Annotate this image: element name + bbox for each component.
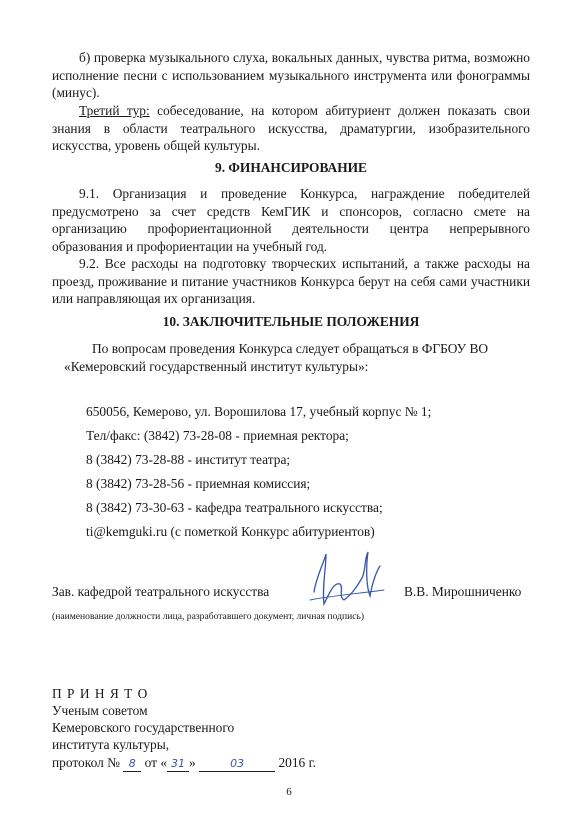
stage3-paragraph	[52, 102, 530, 155]
protocol-prefix: протокол №	[52, 755, 120, 770]
protocol-day: 31	[171, 757, 186, 770]
section9-paragraph-1: 9.1. Организация и проведение Конкурса, награждение победителей предусмотрено за счет средств КемГИК и спонсоров, согласно смете на организацию профориентационной деятельности центра непрерывного образования и профориентации на учебный год.	[52, 186, 530, 254]
protocol-from: от «	[144, 755, 168, 770]
contact-theatre: 8 (3842) 73-28-88 - институт театра;	[86, 452, 291, 467]
protocol-month-blank	[199, 755, 275, 772]
stage3-text: собеседование, на котором абитуриент должен показать свои знания в области театрального искусства, драматургии, изобразительного искусства, уровень общей культуры.	[52, 103, 530, 153]
stage3-title: Третий тур:	[79, 103, 150, 118]
protocol-number-blank	[123, 755, 141, 772]
protocol-year: 2016 г.	[278, 755, 316, 770]
stage2-paragraph	[52, 49, 530, 102]
contact-address: 650056, Кемерово, ул. Ворошилова 17, учебный корпус № 1;	[86, 404, 432, 419]
contact-rector: Тел/факс: (3842) 73-28-08 - приемная ректора;	[86, 428, 349, 443]
contacts-list	[86, 400, 431, 544]
signoff-name: В.В. Мирошниченко	[404, 584, 522, 599]
signoff-caption: (наименование должности лица, разработавшего документ, личная подпись)	[52, 611, 365, 622]
protocol-month: 03	[230, 757, 245, 770]
protocol-number: 8	[128, 757, 136, 770]
approval-line-1: Ученым советом	[52, 703, 148, 718]
protocol-close-quote: »	[189, 755, 196, 770]
approval-protocol	[52, 755, 316, 772]
contact-admission: 8 (3842) 73-28-56 - приемная комиссия;	[86, 476, 311, 491]
approval-line-3: института культуры,	[52, 737, 170, 752]
stage2-text: б) проверка музыкального слуха, вокальных данных, чувства ритма, возможно исполнение песни с использованием музыкального инструмента или фонограммы (минус).	[52, 50, 530, 100]
section9-paragraph-2: 9.2. Все расходы на подготовку творческих испытаний, а также расходы на проезд, проживание и питание участников Конкурса берут на себя сами участники или направляющая их организация.	[52, 256, 530, 306]
section10-heading: 10. ЗАКЛЮЧИТЕЛЬНЫЕ ПОЛОЖЕНИЯ	[162, 314, 420, 329]
signoff-position: Зав. кафедрой театрального искусства	[52, 584, 270, 599]
contact-department: 8 (3842) 73-30-63 - кафедра театрального искусства;	[86, 500, 383, 515]
contact-email: ti@kemguki.ru (с пометкой Конкурс абитуриентов)	[86, 524, 375, 539]
section10-paragraph-1: По вопросам проведения Конкурса следует обращаться в ФГБОУ ВО «Кемеровский государственный институт культуры»:	[64, 341, 489, 374]
signature-scribble	[304, 548, 390, 619]
protocol-day-blank	[167, 755, 189, 772]
section9-heading: 9. ФИНАНСИРОВАНИЕ	[215, 160, 367, 175]
approval-line-2: Кемеровского государственного	[52, 720, 235, 735]
page-number: 6	[286, 786, 292, 798]
approval-title: П Р И Н Я Т О	[52, 686, 149, 701]
